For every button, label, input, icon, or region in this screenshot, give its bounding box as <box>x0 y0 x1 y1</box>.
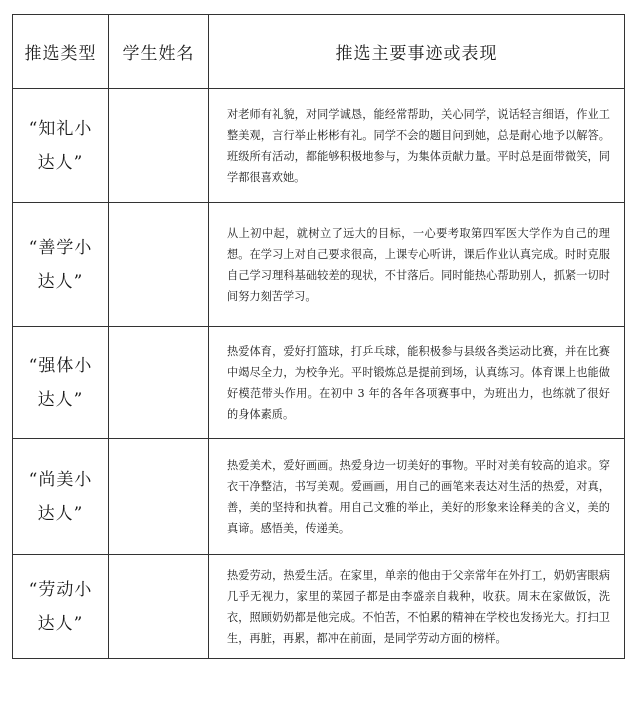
student-name-cell <box>109 203 209 327</box>
deeds-cell <box>209 327 625 439</box>
deeds-text: 热爱劳动，热爱生活。在家里，单亲的他由于父亲常年在外打工，奶奶害眼病几乎无视力，家里的菜园子都是由李盛亲自栽种，收获。周末在家做饭，洗衣，照顾奶奶都是他完成。不怕苦，不怕累的精神在学校也发扬光大。打扫卫生，再脏，再累，都冲在前面，是同学劳动方面的榜样。 <box>227 568 610 645</box>
table-row <box>13 327 625 439</box>
nomination-type-line2: 达人” <box>37 389 84 410</box>
table-row <box>13 555 625 659</box>
deeds-text: 热爱美术，爱好画画。热爱身边一切美好的事物。平时对美有较高的追求。穿衣干净整洁，书写美观。爱画画，用自己的画笔来表达对生活的热爱，对真，善，美的坚持和执着。用自己文雅的举止，美好的形象来诠释美的含义，美的真谛。感悟美，传递美。 <box>227 458 610 535</box>
nomination-type-line1: “知礼小 <box>28 118 93 139</box>
nomination-type <box>13 203 109 327</box>
header-deeds: 推选主要事迹或表现 <box>209 15 625 89</box>
nomination-type <box>13 89 109 203</box>
student-name-cell <box>109 89 209 203</box>
nomination-type-line1: “善学小 <box>28 237 93 258</box>
nomination-type <box>13 439 109 555</box>
header-student-name: 学生姓名 <box>109 15 209 89</box>
deeds-text: 热爱体育，爱好打篮球，打乒乓球，能积极参与县级各类运动比赛，并在比赛中竭尽全力，为校争光。平时锻炼总是提前到场，认真练习。体育课上也能做好模范带头作用。在初中 3 年的各年各项赛事中，为班出力，也练就了很好的身体素质。 <box>227 344 610 421</box>
deeds-cell <box>209 555 625 659</box>
nomination-type-line2: 达人” <box>37 613 84 634</box>
nomination-type <box>13 327 109 439</box>
deeds-text: 对老师有礼貌，对同学诚恳，能经常帮助，关心同学，说话轻言细语，作业工整美观，言行举止彬彬有礼。同学不会的题目问到她，总是耐心地予以解答。班级所有活动，都能够积极地参与，为集体贡献力量。平时总是面带微笑，同学都很喜欢她。 <box>227 107 610 184</box>
nomination-sheet <box>12 14 624 718</box>
nomination-table <box>12 14 625 659</box>
nomination-type <box>13 555 109 659</box>
nomination-type-line2: 达人” <box>37 152 84 173</box>
table-row <box>13 89 625 203</box>
table-row <box>13 203 625 327</box>
student-name-cell <box>109 439 209 555</box>
student-name-cell <box>109 555 209 659</box>
header-type: 推选类型 <box>13 15 109 89</box>
deeds-cell <box>209 89 625 203</box>
nomination-type-line2: 达人” <box>37 271 84 292</box>
table-header-row <box>13 15 625 89</box>
deeds-cell <box>209 439 625 555</box>
deeds-text: 从上初中起，就树立了远大的目标，一心要考取第四军医大学作为自己的理想。在学习上对自己要求很高，上课专心听讲，课后作业认真完成。时时克服自己学习理科基础较差的现状，不甘落后。同时能热心帮助别人，抓紧一切时间努力刻苦学习。 <box>227 226 610 303</box>
table-row <box>13 439 625 555</box>
student-name-cell <box>109 327 209 439</box>
nomination-type-line2: 达人” <box>37 503 84 524</box>
nomination-type-line1: “尚美小 <box>28 469 93 490</box>
nomination-type-line1: “强体小 <box>28 355 93 376</box>
deeds-cell <box>209 203 625 327</box>
nomination-type-line1: “劳动小 <box>28 579 93 600</box>
